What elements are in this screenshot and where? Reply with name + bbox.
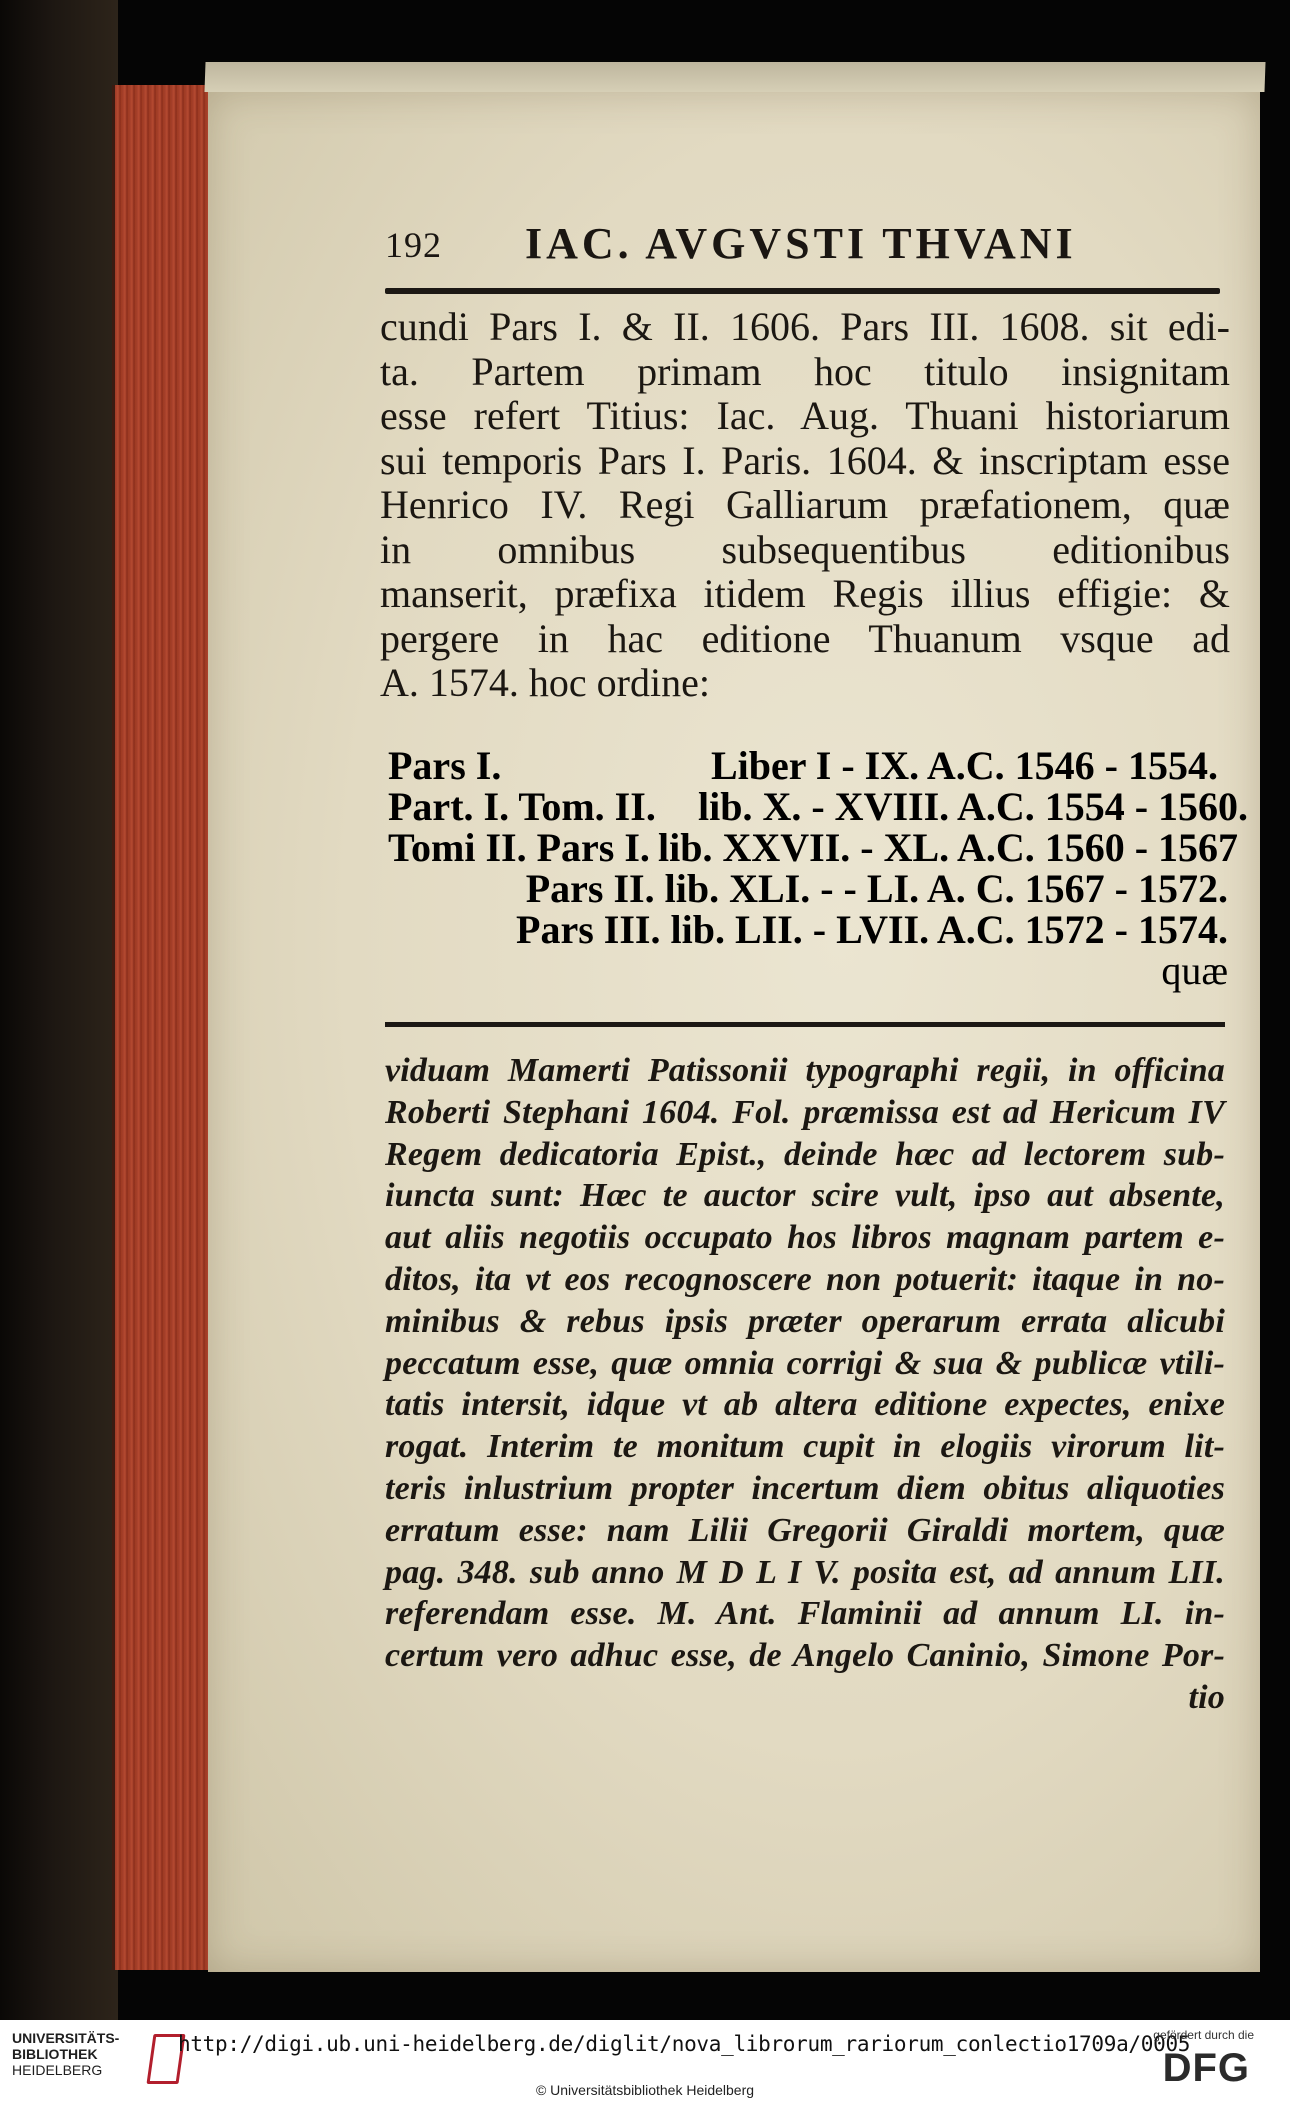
note-line: referendam esse. M. Ant. Flaminii ad annum LI. in- xyxy=(385,1595,1225,1633)
permalink-url[interactable]: http://digi.ub.uni-heidelberg.de/diglit/nova_librorum_rariorum_conlectio1709a/0005 xyxy=(178,2032,1191,2056)
note-line: aut aliis negotiis occupato hos libros magnam partem e- xyxy=(385,1219,1225,1257)
library-name-line: BIBLIOTHEK xyxy=(12,2046,98,2062)
toc-range: lib. X. - XVIII. A.C. 1554 - 1560. xyxy=(698,784,1249,829)
footnote-rule xyxy=(385,1022,1225,1027)
toc-row xyxy=(388,784,1249,829)
running-title: IAC. AVGVSTI THVANI xyxy=(525,219,1077,268)
main-text-block xyxy=(380,305,1230,706)
toc-row xyxy=(388,909,1228,950)
note-line: certum vero adhuc esse, de Angelo Caninio, Simone Por- xyxy=(385,1637,1225,1675)
dfg-logo: DFG xyxy=(1162,2046,1250,2090)
cover-board-edge xyxy=(204,62,1265,92)
library-name-line: HEIDELBERG xyxy=(12,2062,103,2078)
note-line: peccatum esse, quæ omnia corrigi & sua & publicæ vtili- xyxy=(385,1344,1225,1382)
text-line: sui temporis Pars I. Paris. 1604. & inscriptam esse xyxy=(380,437,1230,483)
library-name-line: UNIVERSITÄTS- xyxy=(12,2030,120,2046)
note-catchword: tio xyxy=(1188,1678,1225,1716)
toc-range: Pars III. lib. LII. - LVII. A.C. 1572 - 1574. xyxy=(516,907,1228,952)
text-line: pergere in hac editione Thuanum vsque ad xyxy=(380,615,1230,661)
toc-range: Liber I - IX. A.C. 1546 - 1554. xyxy=(710,743,1218,788)
book-gutter xyxy=(0,0,118,2020)
toc-label: Part. I. Tom. II. xyxy=(388,784,656,829)
note-line: Roberti Stephani 1604. Fol. præmissa est ad Hericum IV xyxy=(385,1093,1225,1131)
note-line: iuncta sunt: Hæc te auctor scire vult, ipso aut absente, xyxy=(385,1177,1225,1215)
funder-caption: gefördert durch die xyxy=(1153,2028,1254,2042)
page-header xyxy=(385,218,1230,278)
viewer-footer xyxy=(0,2020,1290,2107)
note-line: teris inlustrium propter incertum diem obitus aliquoties xyxy=(385,1469,1225,1507)
toc-row xyxy=(388,868,1228,909)
toc-row xyxy=(388,745,1228,786)
text-line: ta. Partem primam hoc titulo insignitam xyxy=(380,348,1230,394)
text-line: in omnibus subsequentibus editionibus xyxy=(380,526,1230,572)
toc-label: Tomi II. Pars I. xyxy=(388,825,650,870)
catchword: quæ xyxy=(1161,948,1228,993)
red-page-edges xyxy=(112,85,215,1970)
library-name xyxy=(12,2030,119,2078)
note-line: rogat. Interim te monitum cupit in elogiis virorum lit- xyxy=(385,1428,1225,1466)
note-line: minibus & rebus ipsis præter operarum errata alicubi xyxy=(385,1302,1225,1340)
copyright-notice: © Universitätsbibliothek Heidelberg xyxy=(535,2082,755,2098)
note-line: pag. 348. sub anno M D L I V. posita est, ad annum LII. xyxy=(385,1553,1225,1591)
note-line: Regem dedicatoria Epist., deinde hæc ad lectorem sub- xyxy=(385,1135,1225,1173)
text-line: esse refert Titius: Iac. Aug. Thuani historiarum xyxy=(380,393,1230,438)
toc-range: lib. XXVII. - XL. A.C. 1560 - 1567 xyxy=(658,825,1239,870)
text-line: cundi Pars I. & II. 1606. Pars III. 1608. sit edi- xyxy=(380,304,1230,349)
volume-table xyxy=(388,743,1249,993)
text-line: A. 1574. hoc ordine: xyxy=(380,660,710,705)
toc-label: Pars I. xyxy=(388,743,502,788)
footnote-text-block xyxy=(385,1050,1225,1719)
note-line: ditos, ita vt eos recognoscere non potuerit: itaque in no- xyxy=(385,1260,1225,1298)
page-number: 192 xyxy=(385,225,442,265)
toc-row xyxy=(388,825,1239,870)
text-line: Henrico IV. Regi Galliarum præfationem, quæ xyxy=(380,482,1230,527)
note-line: tatis intersit, idque vt ab altera editione expectes, enixe xyxy=(385,1386,1225,1424)
note-line: erratum esse: nam Lilii Gregorii Giraldi mortem, quæ xyxy=(385,1511,1225,1549)
header-rule xyxy=(385,288,1220,294)
toc-range: Pars II. lib. XLI. - - LI. A. C. 1567 - 1572. xyxy=(525,866,1228,911)
text-line: manserit, præfixa itidem Regis illius effigie: & xyxy=(380,571,1230,616)
note-line: viduam Mamerti Patissonii typographi regii, in officina xyxy=(385,1052,1225,1089)
